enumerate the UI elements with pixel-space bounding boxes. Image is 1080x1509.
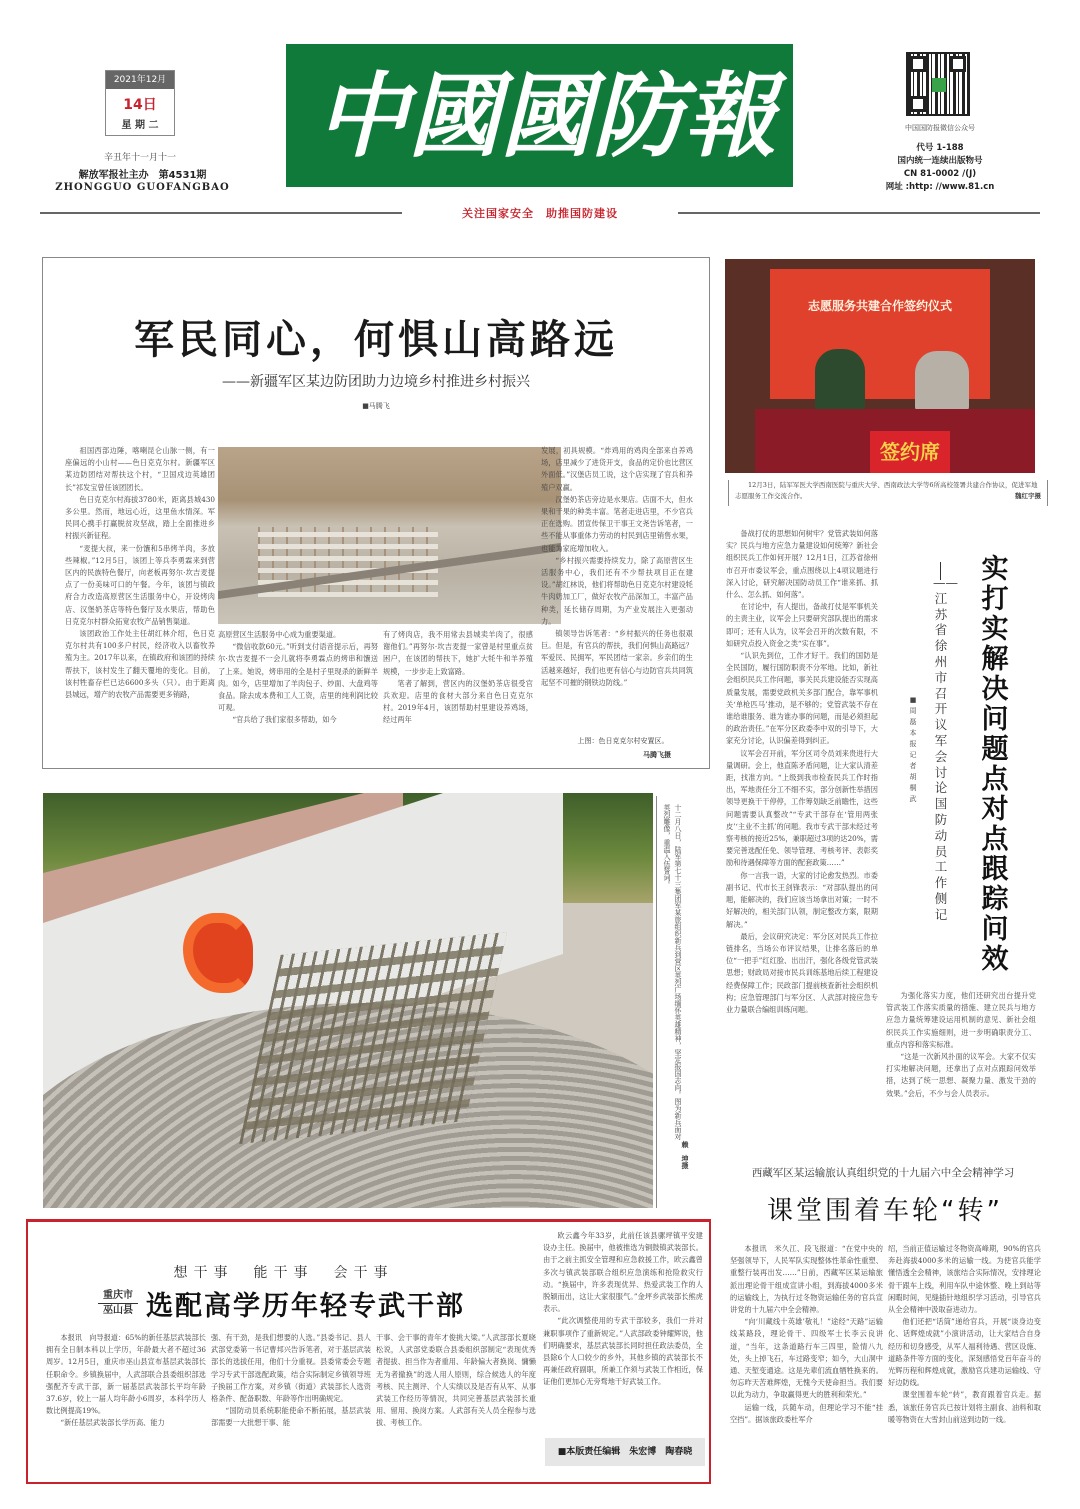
location-city: 重庆市 xyxy=(98,1289,138,1304)
date-box xyxy=(105,70,175,136)
paragraph: “乡村振兴需要持续发力，除了高原营区生活服务中心，我们还有不少帮扶项目正在建设。”胡红林说，他们将帮助色日克克尔村建设牦牛肉奶加工厂，做好农牧产品深加工，丰富产品种类，延长储存周期，为产业发展注入更强动力。 xyxy=(541,555,693,626)
qr-finder xyxy=(910,96,926,112)
publication-codes xyxy=(880,142,1000,194)
paragraph: 本报讯 米久江、段飞报道：“在党中央的坚强领导下，人民军队实现整体性革命性重塑、重整行装再出发……”日前，西藏军区某运输旅派出理论骨干组成宣讲小组，到海拔4000多米的运输线上，为执行过冬物资运输任务的官兵宣讲党的十九届六中全会精神。 xyxy=(730,1244,883,1315)
divider xyxy=(40,212,402,214)
article-column xyxy=(888,1243,1041,1478)
caption-text: 12月3日，陆军军医大学西南医院与重庆大学、西南政法大学等6所高校签署共建合作协议，促进军地志愿服务工作交流合作。 xyxy=(735,481,1038,500)
troop-formation xyxy=(239,932,507,1144)
paragraph: 汉堡奶茶店旁边是水果店。店面不大，但水果和干果的种类丰富。笔者走进店里，不少官兵正在选购。团宣传保卫干事王文尧告诉笔者，一些不能从事重体力劳动的村民到店里销售水果，也能为家庭增加收入。 xyxy=(541,494,693,553)
location-county: 巫山县 xyxy=(103,1305,133,1316)
square-photo-caption xyxy=(656,796,714,1208)
paragraph: 色日克克尔村海拔3780米，距离县城430多公里。然而，地远心近，这里鱼水情深。军民同心携手打赢脱贫攻坚战，踏上全面推进乡村振兴新征程。 xyxy=(65,494,215,541)
kicker: 想干事 能干事 会干事 xyxy=(173,1265,394,1281)
slogan: 关注国家安全 助推国防建设 xyxy=(462,207,618,220)
paragraph: “认识先到位，工作才好干。我们的国防是全民国防，履行国防职责不分军地。比如，新社会组织民兵工作问题，事关民兵建设能否实现高质量发展，需要党政机关多部门配合，靠军事机关‘单枪匹马’推动，是不够的；党管武装不存在谁给谁服务、谁为谁办事的问题，而是必须担起的政治责任。”在军分区政委李中双的引导下，大家充分讨论，认识偏差得到纠正。 xyxy=(726,651,878,746)
paragraph: 本报讯 向导报道：65%的新任基层武装部长拥有全日制本科以上学历，年龄最大者不超过36周岁。12月5日，重庆市巫山县宣布基层武装部长任职命令。乡镇换届中，人武部联合县委组织部选强配齐专武干部，新一届基层武装部长平均年龄37.6岁，较上一届人均年龄小6周岁，本科学历人数比例提高19%。 xyxy=(46,1333,206,1416)
photo-credit: 魏红宇摄 xyxy=(1015,492,1041,500)
article-column xyxy=(730,1243,883,1478)
article-column xyxy=(543,1230,703,1435)
paragraph: 你一言我一语，大家的讨论愈发热烈。市委副书记、代市长王剑锋表示：“对部队提出的问题，能解决的，我们应该当场拿出对策；一时不好解决的，相关部门认领，制定整改方案，限期解决。” xyxy=(726,870,878,929)
article-column xyxy=(65,445,215,760)
soldier-figure xyxy=(815,349,865,411)
paragraph: 运输一线，兵随车动，但理论学习不能“挂空挡”。据该旅政委杜军介 xyxy=(730,1402,883,1424)
photo-credit: 赖 坤摄 xyxy=(681,1141,690,1169)
date-year-month: 2021年12月 xyxy=(106,71,174,89)
paragraph: “新任基层武装部长学历高、能力 xyxy=(60,1418,165,1428)
memorial-square-photo[interactable] xyxy=(43,793,653,1208)
paragraph: 绍，当前正值运输过冬物资高峰期，90%的官兵奔赴海拔4000多米的运输一线。为使官兵能学懂悟透全会精神，该旅结合实际情况，安排理论骨干跟车上线，利用车队中途休整、晚上到站等闲暇时间，见缝插针地组织学习活动，引导官兵从全会精神中汲取奋进动力。 xyxy=(888,1244,1041,1315)
logo-char: 防 xyxy=(592,61,685,170)
caption-text: 十二月八日，陆军第七十三集团军某旅组织新兵到营区英烈广场缅怀英雄精神，坚定报国志向。图为新兵面对英烈雕像，重温入伍誓词。 xyxy=(663,804,682,1140)
paragraph: “此次调整使用的专武干部较多，我们一并对兼职事项作了重新规定。”人武部政委钟耀辉说，他们明确要求，基层武装部长同时担任政法委员，全县除6个人口较少的乡外，其他乡镇的武装部长不再兼任政府副职，所兼工作须与武装工作相近，保证他们更加心无旁骛地干好武装工作。 xyxy=(543,1316,703,1387)
photo-caption: 上图：色日克克尔村安置区。 xyxy=(577,737,669,745)
paragraph: “微信收款60元。”听到支付语音提示后，再努尔·坎吉麦提不一会儿就将李勇霖点的烤串和馕送了上来。她说，烤串用的全是村子里现杀的新鲜羊肉。如今，店里增加了羊肉包子、炒面、大盘鸡等食品。除去成本费和工人工资，店里的纯利润比较可观。 xyxy=(218,642,378,713)
website-link[interactable]: 网址 :http: //www.81.cn xyxy=(885,182,995,192)
publisher-issue: 解放军报社主办 第4531期 xyxy=(78,170,207,181)
photo-credit: 马腾飞摄 xyxy=(643,750,671,759)
code-number: 代号 1-188 xyxy=(916,143,964,153)
paragraph: 他们还把“话筒”递给官兵，开展“谈身边变化、话辉煌成就”小演讲活动，让大家结合自身经历和切身感受，从军人福利待遇、营区设施、道路条件等方面的变化，深刻感悟党百年奋斗的光辉历程和辉煌成就，激励官兵建功运输线、守好边防线。 xyxy=(888,1317,1041,1388)
paragraph: 课堂围着车轮“转”，教育跟着官兵走。据悉，该旅任务官兵已按计划将主副食、油料和取暖等物资在大雪封山前送到边防一线。 xyxy=(888,1390,1041,1424)
lunar-date: 辛丑年十一月十一 xyxy=(103,153,176,163)
logo-char: 中 xyxy=(316,61,409,170)
weekday: 星 期 二 xyxy=(121,120,159,131)
paragraph: 议军会召开前，军分区司令员刘来贵进行大量调研。会上，他直陈矛盾问题，让大家认清差距，找准方向。“上级到我市检查民兵工作时指出，军地责任分工不细不实，部分创新性举措因领导更换干干停停，工作筹划缺乏前瞻性，这些问题需要认真整改”“专武干部存在‘管用两张皮’‘主业不主抓’的问题。我市专武干部未经过考察考核的接近25%，兼职超过3项的达20%，需要完善选配任免、领导管理、考核考评、表彰奖励和待遇保障等方面的配套政策……” xyxy=(726,748,878,868)
banner-text: 志愿服务共建合作签约仪式 xyxy=(807,299,952,313)
date-day: 14日 xyxy=(123,97,157,113)
article-column xyxy=(886,990,1036,1125)
wushan-headline[interactable]: 选配高学历年轻专武干部 xyxy=(146,1291,465,1322)
article-column xyxy=(541,445,693,735)
signing-photo-caption xyxy=(728,480,1048,506)
village-photo[interactable] xyxy=(218,447,561,624)
paragraph: “这是一次新风扑面的议军会。大家不仅实打实地解决问题，还拿出了点对点跟踪问效举措，达到了统一思想、凝聚力量、激发干劲的效果。”会后，不少与会人员表示。 xyxy=(886,1052,1036,1098)
qr-logo xyxy=(932,78,946,92)
paragraph: 为强化落实力度，他们还研究出台提升党管武装工作落实质量的措施、建立民兵与地方应急力量统筹建设运用机制的意见、新社会组织民兵工作实施细则，进一步明确职责分工、重点内容和落实标准。 xyxy=(886,991,1036,1049)
article-column xyxy=(218,629,378,759)
paragraph: 有了烤肉店，我不用常去县城卖羊肉了，很感谢他们。”再努尔·坎吉麦提一家曾是村里重点贫困户，在该团的帮扶下，她扩大牦牛和羊养殖规模，一步步走上致富路。 xyxy=(383,630,533,676)
qr-finder xyxy=(950,56,966,72)
divider xyxy=(678,212,1040,214)
serial-label: 国内统一连续出版物号 xyxy=(897,156,983,166)
cn-number: CN 81-0002 /(J) xyxy=(903,169,977,179)
paragraph: 该团政治工作处主任胡红林介绍，色日克克尔村共有100多户村民，经济收入以畜牧养殖为主。2017年以来，在镇政府和该团的持续帮扶下，该村发生了翻天覆地的变化。目前，该村牲畜存栏已达6600多头（只）。由于距离县城远，增产的农牧产品需要更多销路， xyxy=(65,629,215,700)
article-column xyxy=(211,1332,371,1477)
paragraph: 强、有干劲，是我们想要的人选。”县委书记、县人武部党委第一书记曹邦兴告诉笔者，对于基层武装部长的选拔任用，他们十分重视。县委常委会专题学习专武干部选配政策，结合实际制定乡镇领导班子换届工作方案，对乡镇（街道）武装部长人选资格条件、配备职数、年龄等作出明确规定。 xyxy=(211,1333,371,1404)
paragraph: 高原营区生活服务中心成为重要渠道。 xyxy=(218,630,341,639)
logo-char: 國 xyxy=(408,61,501,170)
civilian-figure xyxy=(915,351,969,411)
paragraph: “官兵给了我们家很多帮助，如今 xyxy=(232,715,337,725)
editor-credit: ■本版责任编辑 朱宏博 陶春晓 xyxy=(545,1438,705,1466)
paragraph: 欧云鑫今年33岁，此前任该县骡坪镇平安建设办主任。换届中，他被推选为铜鼓镇武装部长。由于之前主抓安全管理和应急救援工作，欧云鑫曾多次与镇武装部联合组织应急演练和抢险救灾行动。“换届中，许多表现优异、热爱武装工作的人脱颖而出，这让大家很服气。”金坪乡武装部长熊虎表示。 xyxy=(543,1231,703,1314)
byline: ■马腾飞 xyxy=(362,402,390,410)
qr-label: 中国国防报微信公众号 xyxy=(905,124,975,132)
xuzhou-headline[interactable]: 实打实解决问题 点对点跟踪问效 xyxy=(981,554,1036,975)
paragraph: 干事、会干事的青年才俊挑大梁。”人武部部长夏晓松说，人武部党委联合县委组织部制定“表现优秀者提拔、担当作为者重用、年龄偏大者换岗、慵懒无为者撤换”的选人用人原则，综合候选人的年度考核、民主测评、个人实绩以及是否有从军、从事武装工作经历等情况，共同完善基层武装部长重用、留用、换岗方案。人武部有关人员全程参与选拔、考核工作。 xyxy=(376,1333,536,1428)
headline[interactable]: 军民同心，何惧山高路远 xyxy=(134,317,618,363)
paragraph: “国防动员系统职能使命不断拓展，基层武装部需要一大批想干事、能 xyxy=(211,1406,371,1428)
tibet-kicker: 西藏军区某运输旅认真组织党的十九届六中全会精神学习 xyxy=(751,1167,1015,1179)
qr-finder xyxy=(910,56,926,72)
paragraph: 笔者了解到，营区内的汉堡奶茶店很受官兵欢迎。店里的食材大部分来自色日克克尔村。2019年4月，该团帮助村里建设养鸡场，经过两年 xyxy=(383,678,533,725)
qr-code-icon[interactable] xyxy=(906,52,970,116)
article-column xyxy=(383,629,533,759)
paragraph: “向‘川藏线十英雄’敬礼！”途经“天路”运输线某路段，理论骨干、四级军士长李云良讲道，“当年，这条道路行车三四里，险情八九处，头上掉飞石，车过路变窄；如今，大山洞中通、天堑变通途。这是先辈们流血牺牲换来的。勿忘昨天苦难辉煌，无愧今天使命担当。我们要以此为动力，争取赢得更大的胜利和荣光。” xyxy=(730,1317,883,1400)
location-label xyxy=(98,1289,138,1318)
signing-ceremony-photo[interactable] xyxy=(725,259,1035,473)
xuzhou-subheadline: ——江苏省徐州市召开议军会讨论国防动员工作侧记 xyxy=(933,575,958,922)
slogan-bar xyxy=(40,203,1040,223)
byline: ■周 磊 本报记者 胡桐武 xyxy=(909,696,924,803)
paragraph: 发展，初具规模。“炸鸡用的鸡肉全部来自养鸡场，店里减少了进货开支，食品的定价也比营区外面低。”汉堡店员工说，这个店实现了官兵和养殖户双赢。 xyxy=(541,446,693,492)
paragraph: 备战打仗的思想如何树牢？党管武装如何落实？民兵与地方应急力量建设如何统筹？新社会组织民兵工作如何开展？12月1日，江苏省徐州市召开市委议军会，重点围绕以上4项议题进行深入讨论，研究解决国防动员工作“谁来抓、抓什么、怎么抓、如何落”。 xyxy=(726,529,878,600)
tibet-headline[interactable]: 课堂围着车轮“转” xyxy=(767,1196,1003,1226)
paragraph: 在讨论中，有人提出，备战打仗是军事机关的主责主业，议军会上只要研究部队提出的需求即可；还有人认为，议军会召开的次数有限，不如研究点投入资金之类“实在事”。 xyxy=(726,602,878,648)
paragraph: 镇领导告诉笔者：“乡村振兴的任务也很艰巨。但是，有官兵的帮扶，我们何惧山高路远？军爱民、民拥军，军民团结一家亲。乡亲们的生活越来越好，我们也更有信心与边防官兵共同筑起坚不可摧的钢铁边防线。” xyxy=(541,629,693,687)
newspaper-logo xyxy=(286,44,793,187)
seat-sign: 签约席 xyxy=(870,431,950,473)
article-column xyxy=(376,1332,536,1477)
paragraph: 祖国西部边陲，喀喇昆仑山脉一侧，有一座偏远的小山村——色日克克尔村。新疆军区某边防团结对帮扶这个村，“卫国戍边英雄团长”祁发宝曾任该团团长。 xyxy=(65,446,215,492)
logo-char: 國 xyxy=(500,61,593,170)
lead-article xyxy=(42,257,710,769)
article-column xyxy=(726,528,878,1128)
pinyin-name: ZHONGGUO GUOFANGBAO xyxy=(55,182,230,193)
paragraph: 最后，会议研究决定：军分区对民兵工作拉链排名，当场公布评议结果，让排名落后的单位“一把手”红红脸、出出汗，强化各级党管武装思想；财政局对接市民兵训练基地后续工程建设经费保障工作；民政部门提前核查新社会组织机构；应急管理部门与军分区、人武部对接应急专业力量联合编组训练问题。 xyxy=(726,931,878,1014)
article-column xyxy=(46,1332,206,1477)
subheadline: ——新疆军区某边防团助力边境乡村推进乡村振兴 xyxy=(222,374,530,390)
paragraph: “麦提大叔，来一份馕和5串烤羊肉，多放些辣椒。”12月5日，该团上等兵李勇霖来到营区内的民族特色餐厅，向老板再努尔·坎吉麦提点了一份美味可口的午餐。今年，该团与镇政府合力改造高原营区生活服务中心，开设烤肉店、汉堡奶茶店等特色餐厅及水果店，帮助色日克克尔村群众拓宽农牧产品销售渠道。 xyxy=(65,543,215,626)
logo-char: 報 xyxy=(684,61,777,170)
